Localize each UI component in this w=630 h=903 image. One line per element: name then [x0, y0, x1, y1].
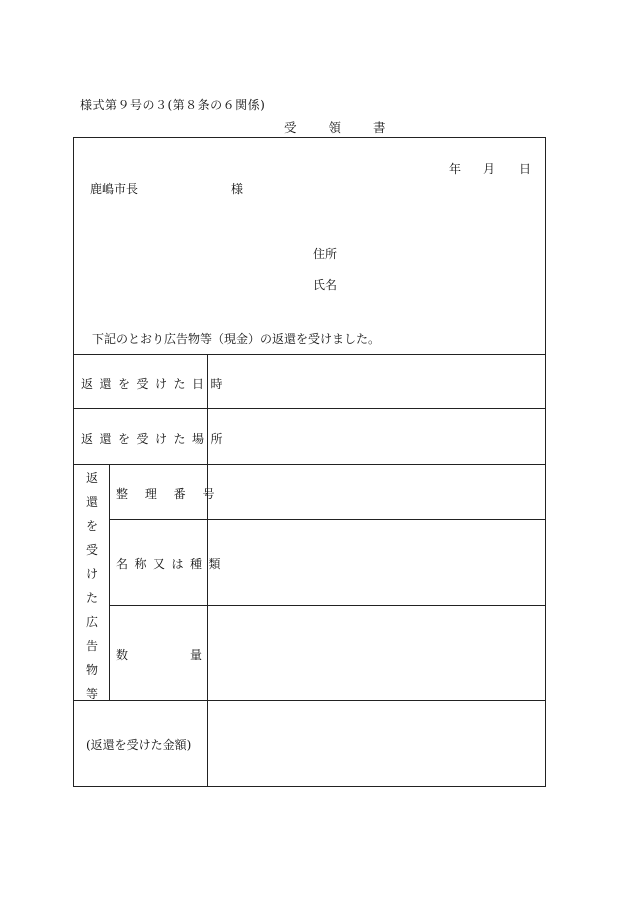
address-label: 住所 [313, 247, 338, 261]
quantity-label-right: 量 [190, 648, 203, 662]
serial-number-field[interactable] [208, 465, 545, 519]
recipient-label: 鹿嶋市長 [90, 182, 139, 196]
quantity-field[interactable] [208, 606, 545, 700]
document-title: 受 領 書 [284, 120, 400, 135]
name-or-type-label: 名称又は種類 [116, 557, 228, 571]
year-label: 年 [449, 162, 462, 176]
returned-amount-field[interactable] [208, 701, 545, 786]
quantity-label-left: 数 [116, 648, 129, 662]
return-place-label: 返還を受けた場所 [81, 432, 230, 446]
return-datetime-label: 返還を受けた日時 [81, 377, 230, 391]
returned-items-group-label: 返 還 を 受 け た 広 告 物 等 [85, 471, 98, 701]
serial-number-label: 整 理 番 号 [116, 487, 221, 501]
statement-text: 下記のとおり広告物等（現金）の返還を受けました。 [92, 332, 381, 346]
day-label: 日 [519, 162, 532, 176]
month-label: 月 [483, 162, 496, 176]
returned-amount-label: (返還を受けた金額) [86, 738, 192, 752]
honorific-label: 様 [231, 182, 244, 196]
form-table [73, 137, 546, 787]
return-datetime-field[interactable] [208, 355, 545, 408]
form-number: 様式第９号の３(第８条の６関係) [80, 98, 266, 112]
name-label: 氏名 [313, 278, 338, 292]
column-divider-group [109, 464, 110, 700]
name-or-type-field[interactable] [208, 520, 545, 605]
return-place-field[interactable] [208, 409, 545, 464]
